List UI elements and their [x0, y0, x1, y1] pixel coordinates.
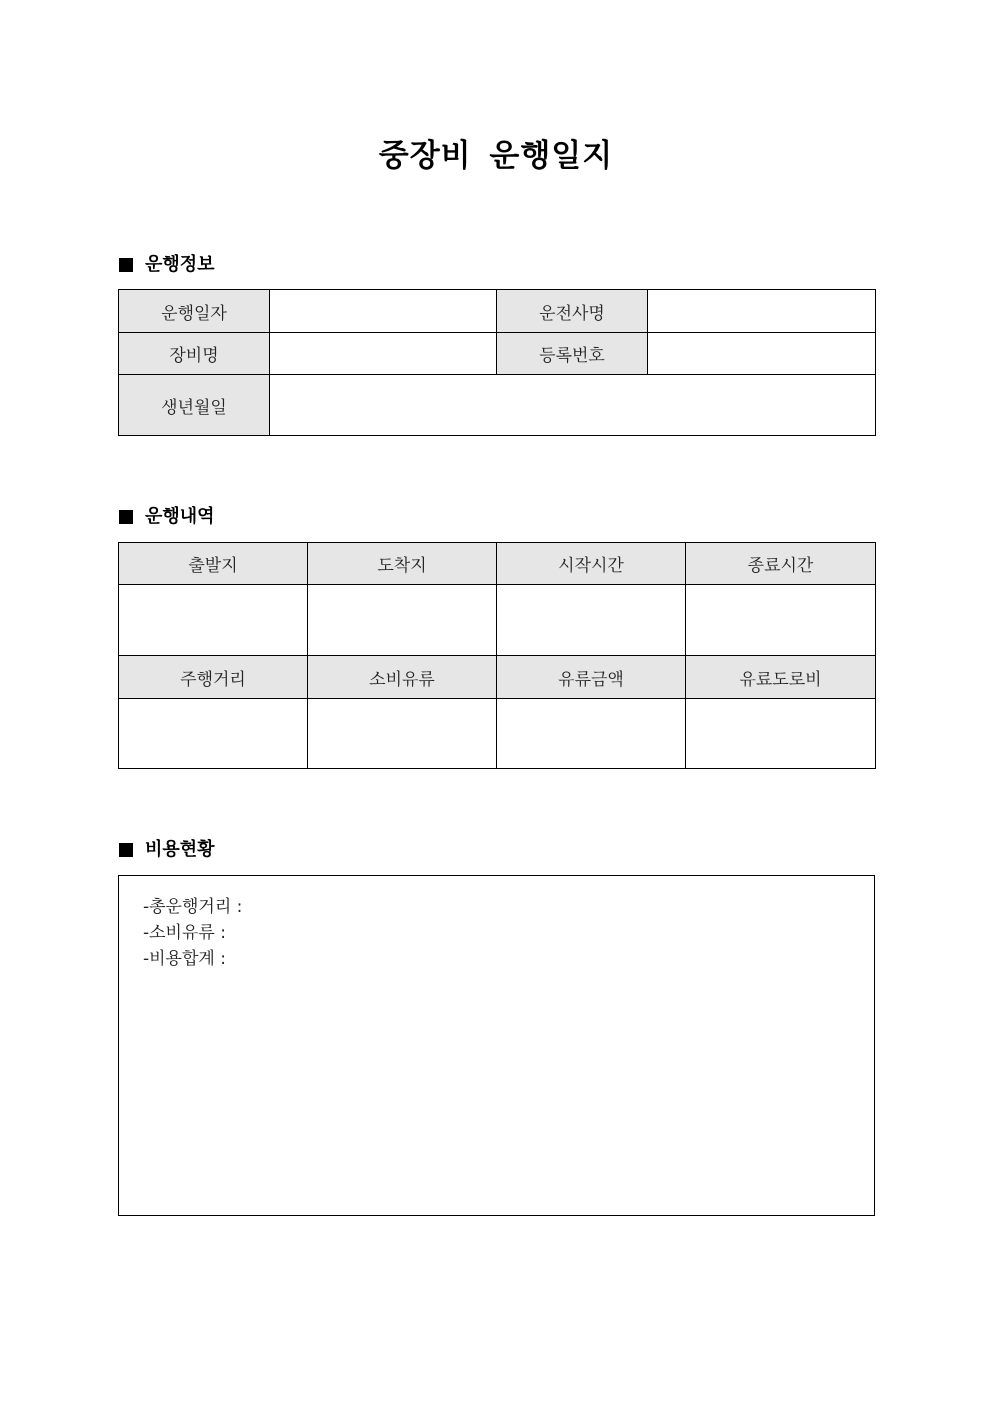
- square-bullet-icon: [119, 843, 133, 857]
- square-bullet-icon: [119, 258, 133, 272]
- field-fuel-cost[interactable]: [497, 699, 686, 769]
- field-date[interactable]: [270, 290, 497, 333]
- header-arrival: 도착지: [308, 543, 497, 585]
- header-toll-fee: 유료도로비: [686, 656, 876, 699]
- field-start-time[interactable]: [497, 585, 686, 656]
- section-heading-costs: [119, 838, 215, 862]
- square-bullet-icon: [119, 510, 133, 524]
- label-registration: 등록번호: [497, 333, 648, 375]
- field-toll-fee[interactable]: [686, 699, 876, 769]
- field-equipment[interactable]: [270, 333, 497, 375]
- document-title: 중장비 운행일지: [378, 138, 614, 174]
- section-heading-details: [119, 505, 215, 529]
- cost-line-total-distance: -총운행거리 :: [143, 897, 243, 917]
- field-distance[interactable]: [119, 699, 308, 769]
- field-arrival[interactable]: [308, 585, 497, 656]
- details-table: [118, 542, 876, 769]
- info-table: [118, 289, 876, 436]
- field-departure[interactable]: [119, 585, 308, 656]
- field-driver[interactable]: [648, 290, 876, 333]
- label-date: 운행일자: [119, 290, 270, 333]
- label-equipment: 장비명: [119, 333, 270, 375]
- section-heading-info-label: 운행정보: [145, 254, 215, 275]
- header-fuel-cost: 유류금액: [497, 656, 686, 699]
- header-start-time: 시작시간: [497, 543, 686, 585]
- header-departure: 출발지: [119, 543, 308, 585]
- cost-line-total-cost: -비용합계 :: [143, 949, 226, 969]
- cost-summary-box[interactable]: [118, 875, 875, 1216]
- field-registration[interactable]: [648, 333, 876, 375]
- section-heading-details-label: 운행내역: [145, 506, 215, 527]
- cost-line-fuel-consumed: -소비유류 :: [143, 923, 226, 943]
- section-heading-costs-label: 비용현황: [145, 839, 215, 860]
- field-end-time[interactable]: [686, 585, 876, 656]
- field-birth[interactable]: [270, 375, 876, 436]
- header-fuel-consumed: 소비유류: [308, 656, 497, 699]
- label-driver: 운전사명: [497, 290, 648, 333]
- header-distance: 주행거리: [119, 656, 308, 699]
- section-heading-info: [119, 253, 215, 277]
- label-birth: 생년월일: [119, 375, 270, 436]
- field-fuel-consumed[interactable]: [308, 699, 497, 769]
- header-end-time: 종료시간: [686, 543, 876, 585]
